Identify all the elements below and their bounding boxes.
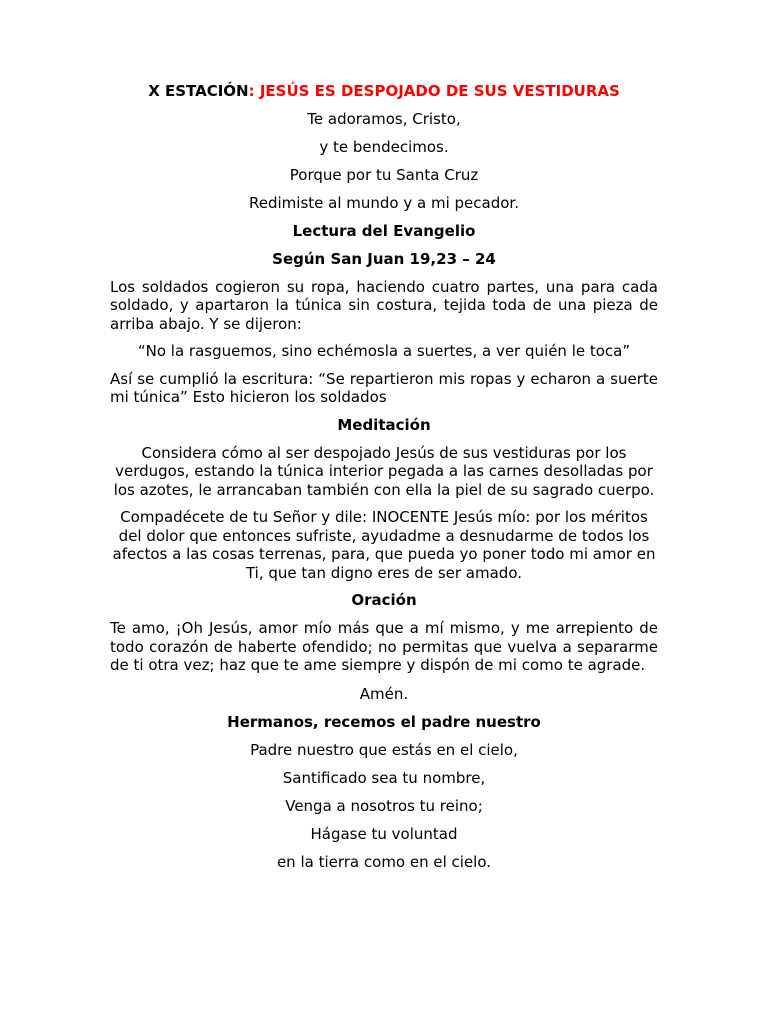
adoration-line-2: y te bendecimos. — [319, 137, 449, 156]
our-father-heading: Hermanos, recemos el padre nuestro — [227, 712, 541, 731]
our-father-line-5: en la tierra como en el cielo. — [276, 852, 492, 871]
meditation-paragraph-1: Considera cómo al ser despojado Jesús de sus vestiduras por los verdugos, estando la túnica interior pegada a las carnes desolladas por los azotes, le arrancaban también con ella la piel de su sagrado cuerpo. — [113, 443, 655, 499]
prayer-paragraph: Te amo, ¡Oh Jesús, amor mío más que a mí mismo, y me arrepiento de todo corazón de haberte ofendido; no permitas que vuelva a separarme de ti otra vez; haz que te ame siempre y dispón de mi como te agrade. — [110, 619, 658, 674]
prayer-heading: Oración — [351, 591, 417, 609]
gospel-quote: “No la rasguemos, sino echémosla a suertes, a ver quién le toca” — [137, 342, 631, 360]
gospel-heading: Lectura del Evangelio — [292, 221, 476, 240]
amen-line: Amén. — [359, 684, 409, 703]
adoration-line-1: Te adoramos, Cristo, — [307, 109, 461, 128]
our-father-line-1: Padre nuestro que estás en el cielo, — [250, 740, 518, 759]
document-page — [110, 82, 658, 881]
station-title-colon: : — [248, 82, 260, 100]
gospel-fulfillment: Así se cumplió la escritura: “Se repartieron mis ropas y echaron a suerte mi túnica” Esto hicieron los soldados — [110, 369, 658, 406]
station-number: X ESTACIÓN — [148, 82, 249, 100]
station-title — [110, 82, 658, 101]
meditation-heading: Meditación — [337, 415, 431, 434]
gospel-reference: Según San Juan 19,23 – 24 — [272, 249, 496, 268]
adoration-line-4: Redimiste al mundo y a mi pecador. — [249, 193, 519, 212]
adoration-line-3: Porque por tu Santa Cruz — [289, 165, 479, 184]
our-father-line-3: Venga a nosotros tu reino; — [285, 796, 483, 815]
gospel-paragraph: Los soldados cogieron su ropa, haciendo cuatro partes, una para cada soldado, y apartaron la túnica sin costura, tejida toda de una pieza de arriba abajo. Y se dijeron: — [110, 277, 658, 333]
station-name: JESÚS ES DESPOJADO DE SUS VESTIDURAS — [259, 82, 620, 100]
meditation-paragraph-2: Compadécete de tu Señor y dile: INOCENTE Jesús mío: por los méritos del dolor que entonces sufriste, ayudadme a desnudarme de todos los afectos a las cosas terrenas, para, que pueda yo poner todo mi amor en Ti, que tan digno eres de ser amado. — [112, 508, 656, 582]
our-father-line-4: Hágase tu voluntad — [310, 824, 458, 843]
our-father-line-2: Santificado sea tu nombre, — [282, 768, 486, 787]
